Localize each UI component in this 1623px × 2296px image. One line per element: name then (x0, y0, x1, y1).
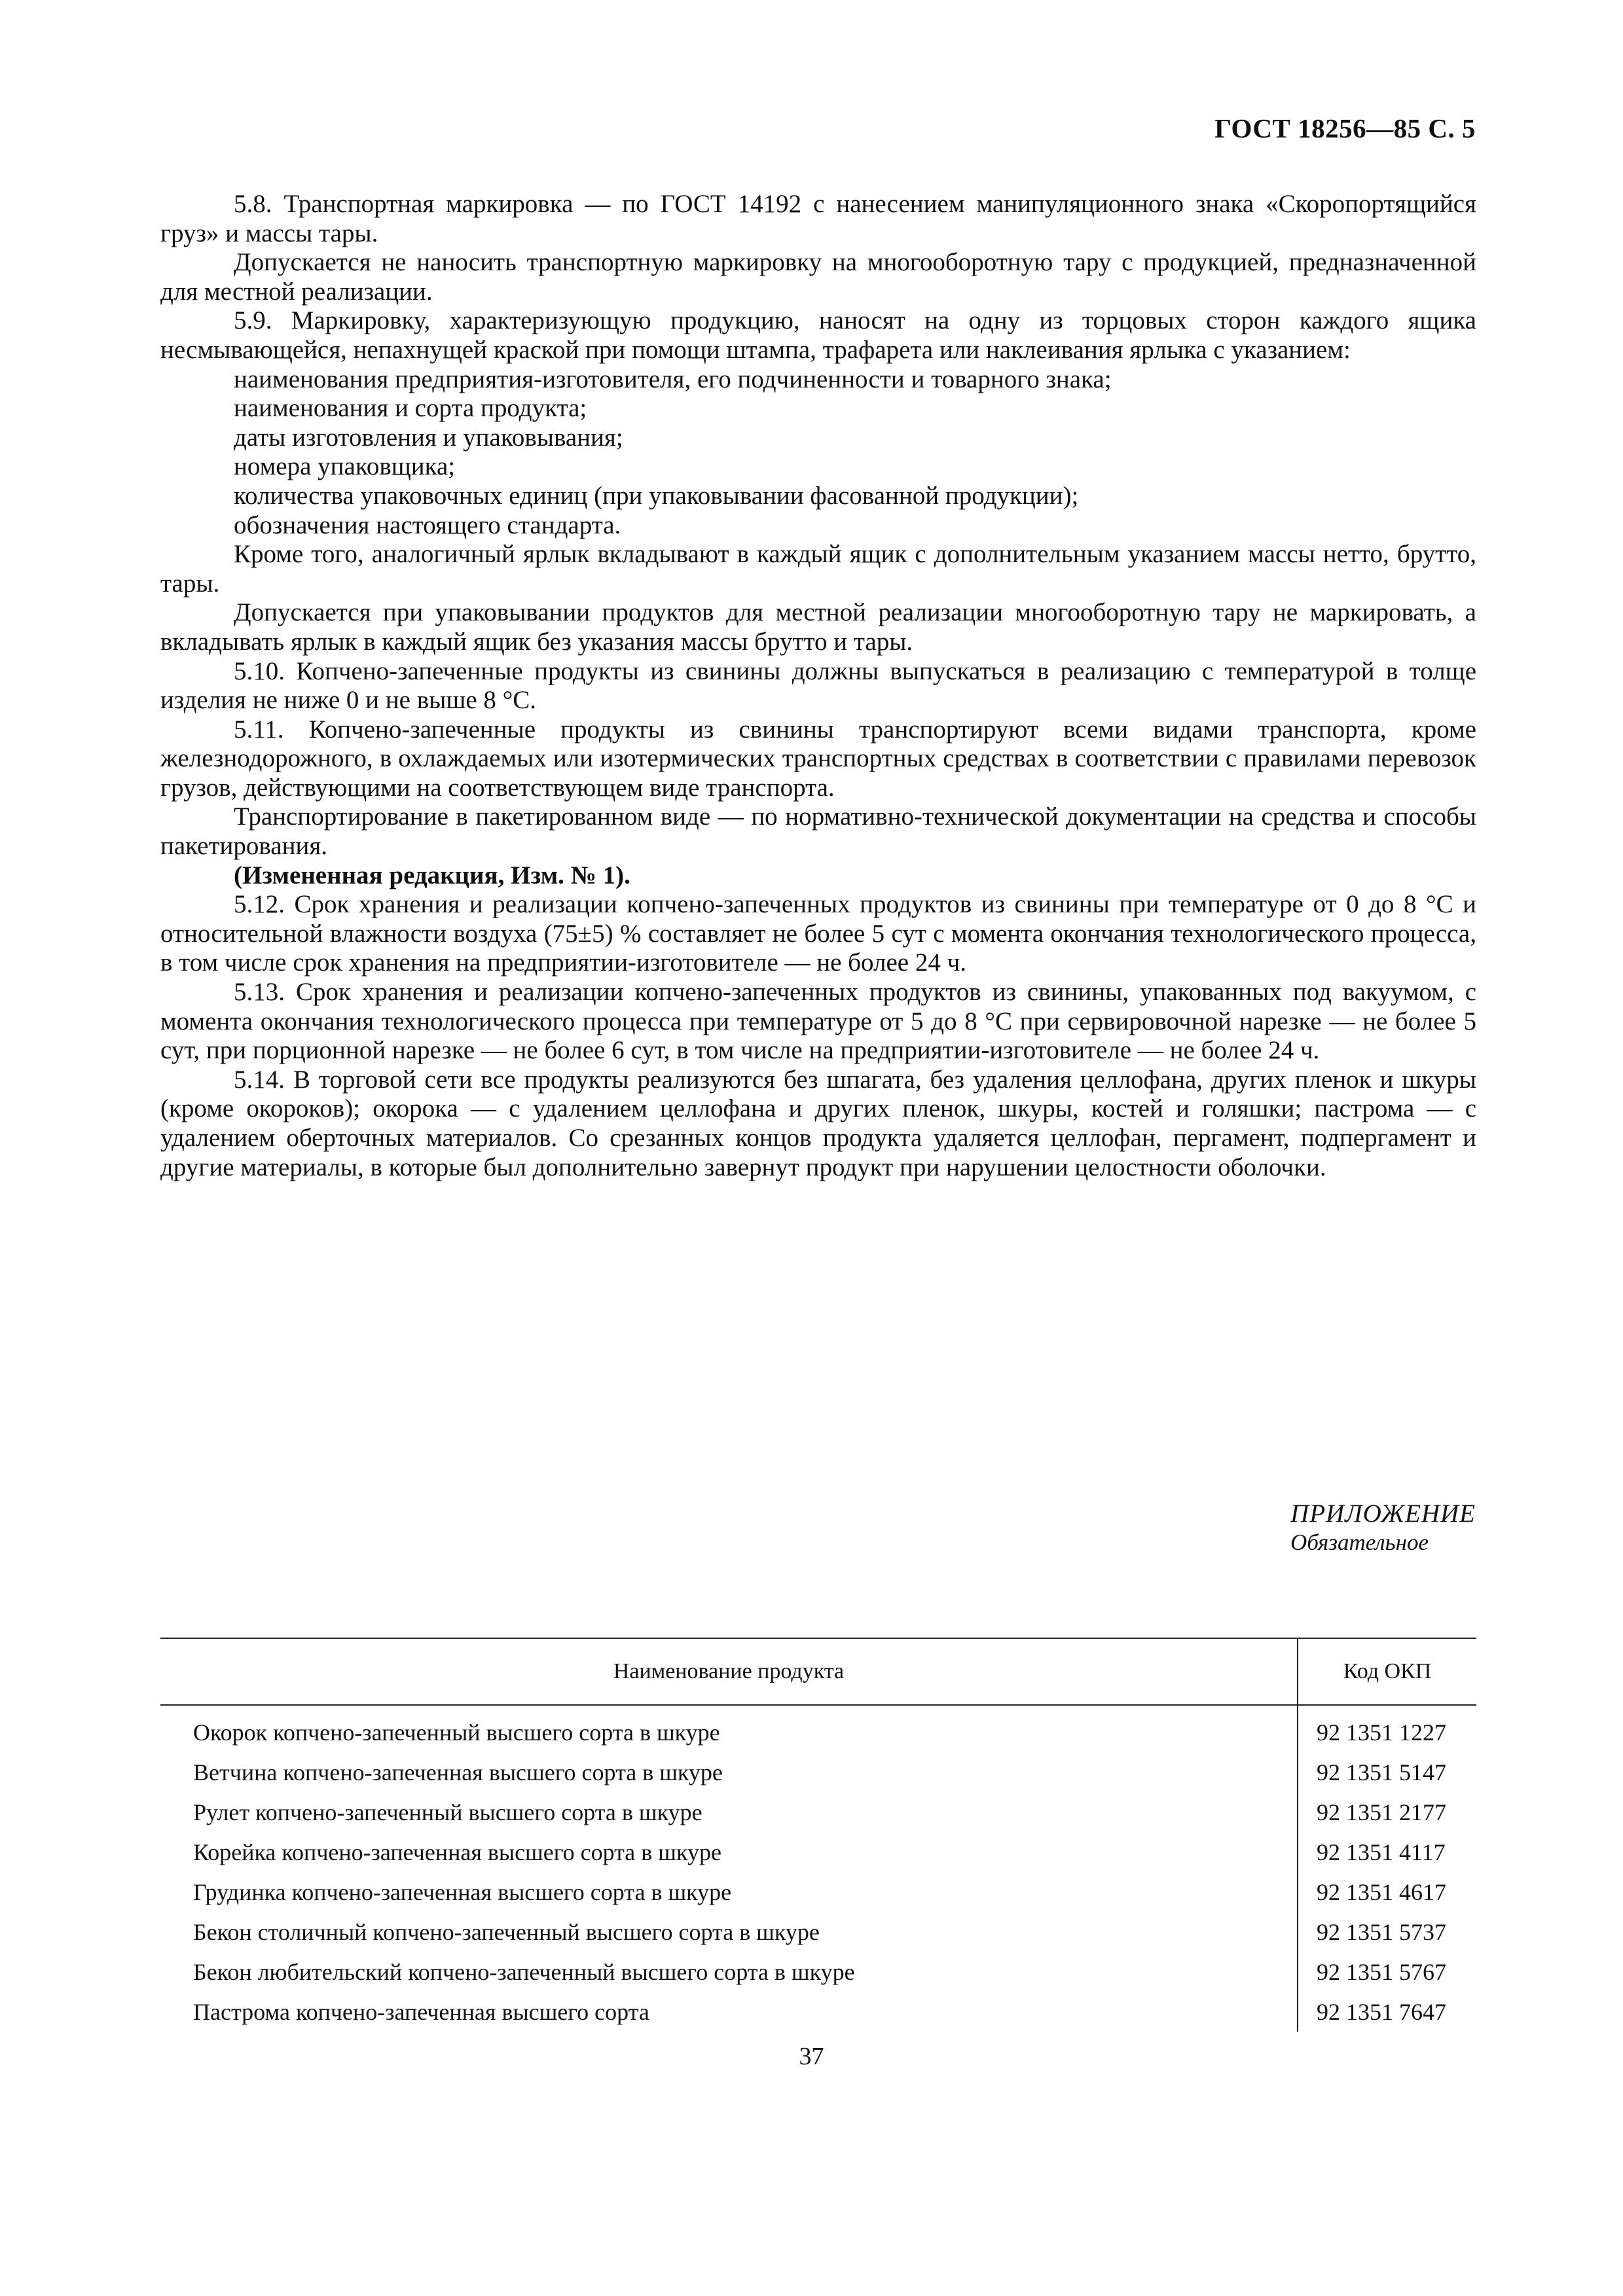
page-header: ГОСТ 18256—85 С. 5 (1214, 113, 1476, 143)
list-item: номера упаковщика; (234, 452, 456, 481)
appendix-subtitle: Обязательное (1290, 1530, 1429, 1555)
paragraph: 5.11. Копчено-запеченные продукты из свинины транспортируют всеми видами транспорта, кроме железнодорожного, в охлаждаемых или изотермических транспортных средствах в соответствии с правилами перевозок грузов, действующими на соответствующем виде транспорта. (160, 715, 1476, 802)
paragraph: Транспортирование в пакетированном виде — по нормативно-технической документации на средства и способы пакетирования. (160, 802, 1476, 861)
table-body (160, 1705, 1476, 2032)
table-row (160, 1912, 1476, 1952)
product-name-cell: Бекон любительский копчено-запеченный высшего сорта в шкуре (193, 1958, 855, 1985)
paragraph: 5.12. Срок хранения и реализации копчено-запеченных продуктов из свинины при температуре от 0 до 8 °С и относительной влажности воздуха (75±5) % составляет не более 5 сут с момента окончания технологического процесса, в том числе срок хранения на предприятии-изготовителе — не более 24 ч. (160, 890, 1476, 977)
product-name-cell: Грудинка копчено-запеченная высшего сорта в шкуре (193, 1878, 732, 1905)
list-item: даты изготовления и упаковывания; (234, 423, 623, 452)
paragraph: (Измененная редакция, Изм. № 1). (234, 861, 630, 889)
paragraph: 5.10. Копчено-запеченные продукты из свинины должны выпускаться в реализацию с температурой в толще изделия не ниже 0 и не выше 8 °С. (160, 656, 1476, 715)
table-row (160, 1992, 1476, 2032)
okp-code-cell: 92 1351 4117 (1298, 1832, 1476, 1872)
list-item: количества упаковочных единиц (при упаковывании фасованной продукции); (234, 481, 1079, 510)
table-row (160, 1792, 1476, 1832)
list-item: наименования предприятия-изготовителя, его подчиненности и товарного знака; (234, 365, 1112, 393)
column-header-okp-code: Код ОКП (1298, 1638, 1476, 1705)
okp-code-cell: 92 1351 4617 (1298, 1872, 1476, 1912)
paragraph: 5.13. Срок хранения и реализации копчено-запеченных продуктов из свинины, упакованных под вакуумом, с момента окончания технологического процесса при температуре от 5 до 8 °С при сервировочной нарезке — не более 5 сут, при порционной нарезке — не более 6 сут, в том числе на предприятии-изготовителе — не более 24 ч. (160, 978, 1476, 1065)
okp-code-cell: 92 1351 5737 (1298, 1912, 1476, 1952)
paragraph: 5.9. Маркировку, характеризующую продукцию, наносят на одну из торцовых сторон каждого ящика несмывающейся, непахнущей краской при помощи штампа, трафарета или наклеивания ярлыка с указанием: (160, 306, 1476, 364)
table-header-row (160, 1638, 1476, 1705)
okp-code-cell: 92 1351 2177 (1298, 1792, 1476, 1832)
appendix-heading (1290, 1499, 1476, 1556)
product-name-cell: Рулет копчено-запеченный высшего сорта в шкуре (193, 1799, 702, 1825)
table-row (160, 1832, 1476, 1872)
okp-table-container (160, 1638, 1476, 2032)
paragraph: 5.14. В торговой сети все продукты реализуются без шпагата, без удаления целлофана, других пленок и шкуры (кроме окороков); окорока — с удалением целлофана и других пленок, шкуры, костей и голяшки; пастрома — с удалением оберточных материалов. Со срезанных концов продукта удаляется целлофан, пергамент, подпергамент и другие материалы, в которые был дополнительно завернут продукт при нарушении целостности оболочки. (160, 1065, 1476, 1181)
column-header-product-name: Наименование продукта (160, 1638, 1298, 1705)
list-item: наименования и сорта продукта; (234, 394, 587, 423)
product-name-cell: Окорок копчено-запеченный высшего сорта в шкуре (193, 1719, 720, 1746)
okp-code-cell: 92 1351 7647 (1298, 1992, 1476, 2032)
product-name-cell: Пастрома копчено-запеченная высшего сорта (193, 1998, 649, 2025)
appendix-title: ПРИЛОЖЕНИЕ (1290, 1499, 1476, 1528)
paragraph: 5.8. Транспортная маркировка — по ГОСТ 14192 с нанесением манипуляционного знака «Скоропортящийся груз» и массы тары. (160, 190, 1476, 247)
product-name-cell: Бекон столичный копчено-запеченный высшего сорта в шкуре (193, 1918, 820, 1945)
okp-code-cell: 92 1351 5147 (1298, 1752, 1476, 1792)
paragraph: Допускается не наносить транспортную маркировку на многооборотную тару с продукцией, предназначенной для местной реализации. (160, 248, 1476, 306)
table-row (160, 1705, 1476, 1752)
product-name-cell: Корейка копчено-запеченная высшего сорта в шкуре (193, 1839, 721, 1865)
paragraph: Кроме того, аналогичный ярлык вкладывают в каждый ящик с дополнительным указанием массы нетто, брутто, тары. (160, 540, 1476, 598)
table-row (160, 1952, 1476, 1992)
list-item: обозначения настоящего стандарта. (234, 511, 621, 539)
page-number: 37 (799, 2043, 824, 2070)
product-name-cell: Ветчина копчено-запеченная высшего сорта в шкуре (193, 1759, 723, 1785)
table-row (160, 1752, 1476, 1792)
table-row (160, 1872, 1476, 1912)
okp-code-cell: 92 1351 5767 (1298, 1952, 1476, 1992)
document-body (160, 190, 1476, 1182)
okp-table (160, 1638, 1476, 2032)
okp-code-cell: 92 1351 1227 (1298, 1705, 1476, 1752)
paragraph: Допускается при упаковывании продуктов для местной реализации многооборотную тару не маркировать, а вкладывать ярлык в каждый ящик без указания массы брутто и тары. (160, 598, 1476, 656)
